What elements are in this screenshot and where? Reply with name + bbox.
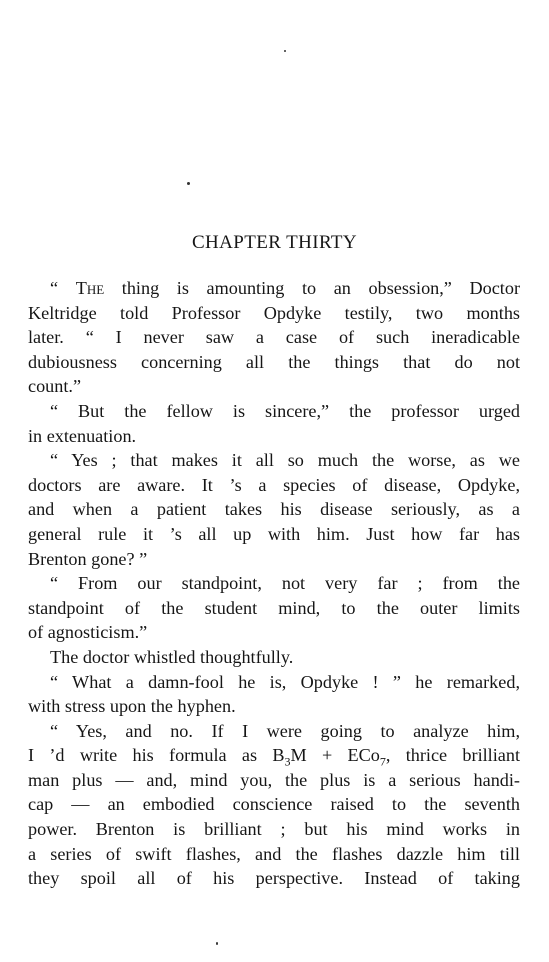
text-line [28,301,520,326]
formula-subscript: 3 [284,754,291,769]
text-run: Keltridge told Professor Opdyke testily, two months [28,302,520,323]
text-line [28,374,520,399]
text-line [28,473,520,498]
formula-subscript: 7 [379,754,386,769]
text-run: standpoint of the student mind, to the outer limits [28,597,520,618]
text-line [28,571,520,596]
text-line [28,694,520,719]
text-line [28,719,520,744]
text-run: The doctor whistled thoughtfully. [50,646,294,667]
paper-speck [187,182,190,185]
text-line [28,620,520,645]
text-line [28,792,520,817]
text-run: “ Yes ; that makes it all so much the worse, as we [50,450,520,471]
text-run: man plus — and, mind you, the plus is a serious handi- [28,769,520,790]
text-run: “ But the fellow is sincere,” the professor urged [50,400,520,421]
small-caps-word: The [75,278,105,298]
chapter-heading: CHAPTER THIRTY [191,232,358,253]
text-run: power. Brenton is brilliant ; but his mind works in [28,819,520,840]
text-line [28,325,520,350]
text-run: Brenton gone? ” [28,548,148,569]
text-run: dubiousness concerning all the things that do not [28,351,520,372]
text-line [28,350,520,375]
paper-speck [216,942,218,945]
text-line [28,768,520,793]
text-line [28,645,520,670]
text-line [28,866,520,891]
text-run: thing is amounting to an obsession,” Doctor [104,278,521,298]
text-run: and when a patient takes his disease seriously, as a [28,499,520,520]
text-line [28,497,520,522]
text-run: in extenuation. [28,425,137,446]
text-line [28,424,520,449]
text-line [28,399,520,424]
text-run: “ What a damn-fool he is, Opdyke ! ” he remarked, [50,671,520,692]
text-line [28,547,520,572]
text-run: later. “ I never saw a case of such ineradicable [28,327,520,348]
chapter-body [28,276,520,891]
text-line [28,448,520,473]
text-run: M + ECo [290,745,380,766]
text-line [28,743,520,768]
text-run: count.” [28,376,82,397]
text-run: of agnosticism.” [28,622,148,643]
paper-speck [284,50,286,52]
text-run: they spoil all of his perspective. Instead of taking [28,868,520,889]
text-line [28,596,520,621]
text-line [28,522,520,547]
text-run: “ [50,278,76,298]
text-run: doctors are aware. It ’s a species of disease, Opdyke, [28,474,520,495]
text-line [28,276,520,301]
text-run: general rule it ’s all up with him. Just how far has [28,523,520,544]
text-run: with stress upon the hyphen. [28,696,236,717]
text-run: , thrice brilliant [385,745,520,766]
text-line [28,817,520,842]
text-run: “ From our standpoint, not very far ; from the [50,573,520,594]
text-run: cap — an embodied conscience raised to the seventh [28,794,520,815]
text-run: I ’d write his formula as B [28,745,285,766]
text-run: a series of swift flashes, and the flashes dazzle him till [28,843,520,864]
text-run: “ Yes, and no. If I were going to analyze him, [50,720,520,741]
text-line [28,842,520,867]
text-line [28,670,520,695]
